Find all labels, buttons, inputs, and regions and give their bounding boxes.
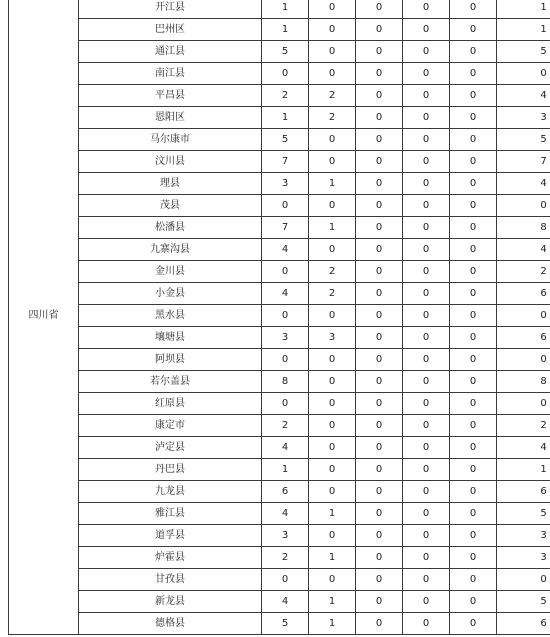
value-cell: 0 (403, 195, 450, 217)
value-cell: 0 (450, 217, 497, 239)
county-name-cell: 泸定县 (79, 437, 262, 459)
table-row (9, 305, 550, 327)
value-cell: 0 (356, 0, 403, 19)
value-cell: 0 (450, 503, 497, 525)
county-name-cell: 南江县 (79, 63, 262, 85)
value-cell: 0 (450, 261, 497, 283)
value-cell: 0 (403, 261, 450, 283)
value-cell: 0 (356, 459, 403, 481)
value-cell: 0 (262, 305, 309, 327)
value-cell: 0 (450, 41, 497, 63)
value-cell: 0 (309, 0, 356, 19)
value-cell: 0 (450, 0, 497, 19)
table-row (9, 459, 550, 481)
county-name-cell: 德格县 (79, 613, 262, 635)
value-cell: 7 (262, 151, 309, 173)
table-row (9, 327, 550, 349)
value-cell: 0 (403, 85, 450, 107)
value-cell: 0 (450, 19, 497, 41)
value-cell: 0 (450, 437, 497, 459)
value-cell: 1 (309, 217, 356, 239)
value-cell: 2 (262, 85, 309, 107)
value-cell: 0 (450, 107, 497, 129)
value-cell: 0 (450, 591, 497, 613)
value-cell: 0 (403, 349, 450, 371)
value-cell: 0 (356, 19, 403, 41)
value-cell: 0 (356, 371, 403, 393)
value-cell: 0 (356, 503, 403, 525)
value-cell: 0 (356, 151, 403, 173)
value-cell: 1 (309, 173, 356, 195)
county-name-cell: 阿坝县 (79, 349, 262, 371)
value-cell: 0 (356, 129, 403, 151)
county-name-cell: 九龙县 (79, 481, 262, 503)
value-cell: 0 (309, 151, 356, 173)
table-row (9, 349, 550, 371)
value-cell: 0 (356, 85, 403, 107)
value-cell: 0 (450, 393, 497, 415)
total-cell: 5 (497, 129, 550, 151)
value-cell: 0 (309, 349, 356, 371)
value-cell: 0 (403, 415, 450, 437)
table-row (9, 371, 550, 393)
value-cell: 0 (403, 173, 450, 195)
value-cell: 0 (356, 569, 403, 591)
county-name-cell: 开江县 (79, 0, 262, 19)
value-cell: 0 (309, 481, 356, 503)
county-name-cell: 甘孜县 (79, 569, 262, 591)
table-row (9, 525, 550, 547)
county-name-cell: 红原县 (79, 393, 262, 415)
table-row (9, 173, 550, 195)
table-row (9, 261, 550, 283)
table-row (9, 481, 550, 503)
value-cell: 0 (262, 569, 309, 591)
value-cell: 0 (309, 305, 356, 327)
county-name-cell: 若尔盖县 (79, 371, 262, 393)
table-row (9, 195, 550, 217)
total-cell: 6 (497, 481, 550, 503)
value-cell: 0 (403, 503, 450, 525)
value-cell: 0 (262, 393, 309, 415)
value-cell: 0 (309, 371, 356, 393)
value-cell: 1 (309, 591, 356, 613)
county-name-cell: 黑水县 (79, 305, 262, 327)
value-cell: 0 (356, 239, 403, 261)
table-row (9, 63, 550, 85)
total-cell: 1 (497, 0, 550, 19)
value-cell: 0 (356, 173, 403, 195)
county-name-cell: 小金县 (79, 283, 262, 305)
total-cell: 4 (497, 85, 550, 107)
county-name-cell: 新龙县 (79, 591, 262, 613)
total-cell: 7 (497, 151, 550, 173)
value-cell: 0 (309, 63, 356, 85)
value-cell: 0 (356, 63, 403, 85)
value-cell: 1 (309, 547, 356, 569)
value-cell: 5 (262, 129, 309, 151)
value-cell: 4 (262, 239, 309, 261)
total-cell: 0 (497, 305, 550, 327)
value-cell: 0 (309, 437, 356, 459)
value-cell: 0 (356, 195, 403, 217)
value-cell: 0 (450, 547, 497, 569)
value-cell: 4 (262, 283, 309, 305)
value-cell: 0 (356, 349, 403, 371)
table-row (9, 547, 550, 569)
value-cell: 0 (450, 63, 497, 85)
value-cell: 0 (450, 239, 497, 261)
value-cell: 0 (403, 547, 450, 569)
total-cell: 1 (497, 19, 550, 41)
value-cell: 0 (450, 613, 497, 635)
table-row (9, 613, 550, 635)
value-cell: 8 (262, 371, 309, 393)
table-row (9, 503, 550, 525)
value-cell: 0 (309, 195, 356, 217)
value-cell: 0 (309, 569, 356, 591)
value-cell: 0 (450, 85, 497, 107)
table-row (9, 437, 550, 459)
total-cell: 2 (497, 415, 550, 437)
value-cell: 0 (262, 261, 309, 283)
total-cell: 6 (497, 283, 550, 305)
value-cell: 0 (262, 349, 309, 371)
value-cell: 2 (262, 547, 309, 569)
county-name-cell: 炉霍县 (79, 547, 262, 569)
value-cell: 2 (309, 107, 356, 129)
value-cell: 0 (403, 19, 450, 41)
value-cell: 0 (450, 129, 497, 151)
total-cell: 6 (497, 613, 550, 635)
value-cell: 1 (262, 0, 309, 19)
total-cell: 3 (497, 107, 550, 129)
value-cell: 0 (403, 63, 450, 85)
total-cell: 8 (497, 217, 550, 239)
value-cell: 0 (309, 239, 356, 261)
value-cell: 2 (309, 261, 356, 283)
value-cell: 0 (403, 481, 450, 503)
table-row (9, 569, 550, 591)
value-cell: 0 (356, 107, 403, 129)
value-cell: 2 (309, 85, 356, 107)
value-cell: 0 (356, 547, 403, 569)
table-row (9, 107, 550, 129)
value-cell: 3 (262, 173, 309, 195)
value-cell: 0 (309, 129, 356, 151)
value-cell: 0 (356, 41, 403, 63)
total-cell: 4 (497, 437, 550, 459)
table-row (9, 0, 550, 19)
value-cell: 1 (262, 19, 309, 41)
value-cell: 0 (309, 415, 356, 437)
value-cell: 0 (403, 393, 450, 415)
value-cell: 0 (403, 305, 450, 327)
value-cell: 0 (450, 305, 497, 327)
table-row (9, 151, 550, 173)
total-cell: 0 (497, 569, 550, 591)
value-cell: 0 (356, 327, 403, 349)
value-cell: 0 (356, 437, 403, 459)
value-cell: 0 (309, 19, 356, 41)
total-cell: 5 (497, 503, 550, 525)
value-cell: 0 (356, 613, 403, 635)
table-row (9, 85, 550, 107)
value-cell: 0 (403, 591, 450, 613)
table-row (9, 217, 550, 239)
value-cell: 0 (450, 151, 497, 173)
county-name-cell: 金川县 (79, 261, 262, 283)
value-cell: 0 (262, 63, 309, 85)
value-cell: 0 (403, 0, 450, 19)
value-cell: 0 (450, 371, 497, 393)
value-cell: 0 (403, 283, 450, 305)
value-cell: 0 (450, 459, 497, 481)
value-cell: 0 (356, 525, 403, 547)
total-cell: 4 (497, 239, 550, 261)
county-name-cell: 平昌县 (79, 85, 262, 107)
county-name-cell: 道孚县 (79, 525, 262, 547)
table-row (9, 129, 550, 151)
table-row (9, 41, 550, 63)
value-cell: 0 (450, 525, 497, 547)
county-name-cell: 汶川县 (79, 151, 262, 173)
value-cell: 0 (403, 217, 450, 239)
value-cell: 4 (262, 503, 309, 525)
value-cell: 3 (309, 327, 356, 349)
county-name-cell: 巴州区 (79, 19, 262, 41)
value-cell: 0 (450, 283, 497, 305)
total-cell: 4 (497, 173, 550, 195)
value-cell: 0 (450, 415, 497, 437)
value-cell: 0 (450, 569, 497, 591)
table-row (9, 19, 550, 41)
value-cell: 0 (356, 481, 403, 503)
county-name-cell: 九寨沟县 (79, 239, 262, 261)
total-cell: 3 (497, 525, 550, 547)
value-cell: 1 (262, 107, 309, 129)
value-cell: 0 (403, 437, 450, 459)
table-row (9, 239, 550, 261)
table-row (9, 591, 550, 613)
value-cell: 5 (262, 41, 309, 63)
value-cell: 4 (262, 437, 309, 459)
table-body (9, 0, 550, 635)
value-cell: 1 (309, 613, 356, 635)
county-name-cell: 康定市 (79, 415, 262, 437)
value-cell: 0 (450, 173, 497, 195)
table-row (9, 283, 550, 305)
value-cell: 0 (403, 371, 450, 393)
value-cell: 0 (356, 393, 403, 415)
value-cell: 0 (450, 195, 497, 217)
value-cell: 6 (262, 481, 309, 503)
value-cell: 3 (262, 525, 309, 547)
value-cell: 0 (403, 107, 450, 129)
value-cell: 1 (309, 503, 356, 525)
total-cell: 5 (497, 591, 550, 613)
total-cell: 8 (497, 371, 550, 393)
value-cell: 0 (403, 129, 450, 151)
county-name-cell: 茂县 (79, 195, 262, 217)
county-name-cell: 丹巴县 (79, 459, 262, 481)
value-cell: 0 (309, 525, 356, 547)
total-cell: 0 (497, 393, 550, 415)
value-cell: 0 (262, 195, 309, 217)
value-cell: 0 (356, 261, 403, 283)
total-cell: 2 (497, 261, 550, 283)
value-cell: 7 (262, 217, 309, 239)
value-cell: 0 (403, 613, 450, 635)
value-cell: 0 (356, 415, 403, 437)
value-cell: 0 (450, 349, 497, 371)
value-cell: 0 (403, 41, 450, 63)
county-name-cell: 理县 (79, 173, 262, 195)
value-cell: 0 (309, 393, 356, 415)
table-row (9, 415, 550, 437)
value-cell: 0 (403, 569, 450, 591)
county-name-cell: 恩阳区 (79, 107, 262, 129)
value-cell: 1 (262, 459, 309, 481)
table-row (9, 393, 550, 415)
value-cell: 0 (403, 525, 450, 547)
county-name-cell: 通江县 (79, 41, 262, 63)
county-name-cell: 壤塘县 (79, 327, 262, 349)
value-cell: 0 (403, 239, 450, 261)
value-cell: 0 (450, 481, 497, 503)
value-cell: 0 (309, 459, 356, 481)
value-cell: 0 (403, 151, 450, 173)
value-cell: 0 (403, 327, 450, 349)
total-cell: 3 (497, 547, 550, 569)
total-cell: 6 (497, 327, 550, 349)
value-cell: 4 (262, 591, 309, 613)
total-cell: 0 (497, 349, 550, 371)
value-cell: 0 (356, 217, 403, 239)
total-cell: 1 (497, 459, 550, 481)
county-name-cell: 雅江县 (79, 503, 262, 525)
value-cell: 0 (403, 459, 450, 481)
province-cell: 四川省 (9, 0, 79, 635)
value-cell: 0 (356, 305, 403, 327)
value-cell: 2 (262, 415, 309, 437)
value-cell: 3 (262, 327, 309, 349)
value-cell: 0 (309, 41, 356, 63)
county-statistics-table (8, 0, 550, 635)
value-cell: 0 (356, 283, 403, 305)
total-cell: 0 (497, 63, 550, 85)
value-cell: 2 (309, 283, 356, 305)
value-cell: 0 (356, 591, 403, 613)
total-cell: 5 (497, 41, 550, 63)
county-name-cell: 松潘县 (79, 217, 262, 239)
value-cell: 5 (262, 613, 309, 635)
total-cell: 0 (497, 195, 550, 217)
value-cell: 0 (450, 327, 497, 349)
county-name-cell: 马尔康市 (79, 129, 262, 151)
